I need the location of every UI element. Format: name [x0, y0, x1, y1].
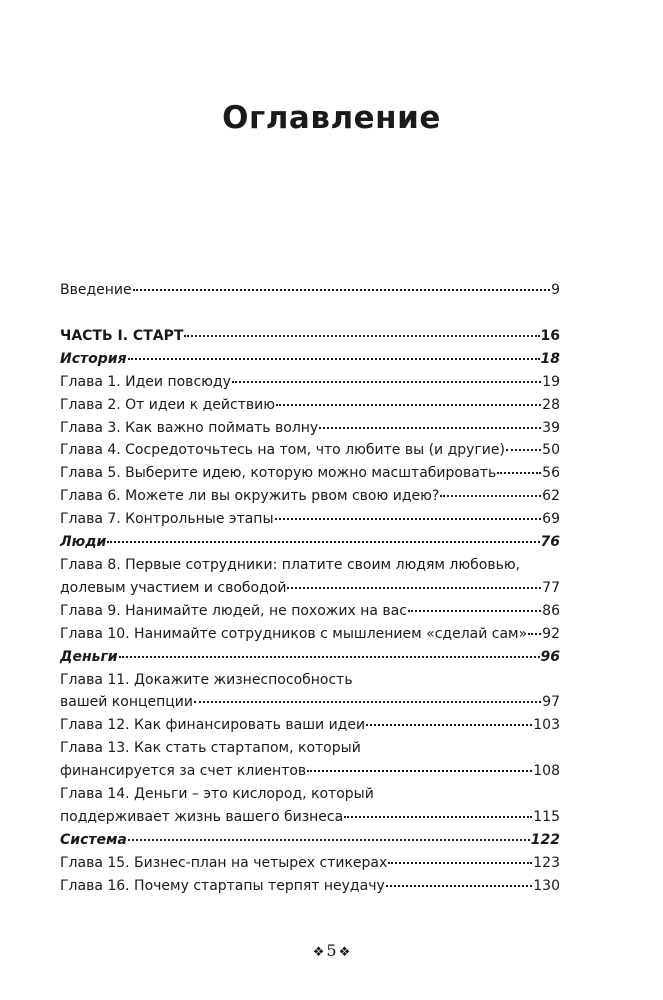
- toc-entry-label: долевым участием и свободой: [60, 579, 287, 596]
- toc-page-number: 92: [542, 625, 560, 642]
- toc-entry-label: финансируется за счет клиентов: [60, 763, 307, 780]
- toc-entry-label: поддерживает жизнь вашего бизнеса: [60, 808, 344, 825]
- toc-page-number: 115: [533, 808, 560, 825]
- toc-entry-ch5[interactable]: [60, 462, 560, 485]
- toc-page-number: 96: [540, 648, 560, 665]
- dot-leader: [506, 449, 541, 451]
- dot-leader: [184, 335, 539, 337]
- toc-entry-label: Глава 15. Бизнес-план на четырех стикерах: [60, 854, 388, 871]
- dot-leader: [344, 816, 532, 818]
- spacer: [60, 302, 560, 325]
- dot-leader: [287, 587, 541, 589]
- toc-entry-ch7[interactable]: [60, 508, 560, 531]
- toc-entry-label: Глава 7. Контрольные этапы: [60, 511, 274, 528]
- ornament-icon: ❖: [338, 945, 351, 960]
- table-of-contents: [60, 279, 560, 898]
- toc-entry-label: Глава 10. Нанимайте сотрудников с мышлением «сделай сам»: [60, 625, 528, 642]
- toc-entry-label: Деньги: [60, 648, 118, 665]
- toc-entry-label: Глава 2. От идеи к действию: [60, 396, 276, 413]
- toc-page-number: 122: [530, 831, 560, 848]
- toc-entry-label: Введение: [60, 282, 132, 298]
- toc-entry-ch10[interactable]: [60, 623, 560, 646]
- toc-entry-ch16[interactable]: [60, 875, 560, 898]
- dot-leader: [232, 381, 541, 383]
- dot-leader: [276, 404, 541, 406]
- toc-entry-label: Глава 3. Как важно поймать волну: [60, 419, 319, 436]
- toc-page-number: 50: [542, 442, 560, 459]
- toc-page-number: 108: [533, 763, 560, 780]
- toc-page-number: 123: [533, 854, 560, 871]
- dot-leader: [319, 427, 541, 429]
- toc-entry-ch1[interactable]: [60, 371, 560, 394]
- toc-entry-label: Глава 5. Выберите идею, которую можно масштабировать: [60, 465, 497, 482]
- toc-section-people[interactable]: [60, 531, 560, 554]
- ornament-icon: ❖: [312, 945, 325, 960]
- toc-entry-ch3[interactable]: [60, 417, 560, 440]
- toc-page-number: 69: [542, 511, 560, 528]
- toc-entry-label: Глава 12. Как финансировать ваши идеи: [60, 717, 366, 734]
- dot-leader: [386, 885, 533, 887]
- toc-page-number: 97: [542, 694, 560, 711]
- toc-page-number: 62: [542, 488, 560, 505]
- dot-leader: [307, 770, 532, 772]
- toc-entry-label: Глава 6. Можете ли вы окружить рвом свою идею?: [60, 488, 440, 505]
- toc-entry-ch11[interactable]: [60, 691, 560, 714]
- dot-leader: [497, 472, 541, 474]
- dot-leader: [133, 289, 550, 291]
- toc-entry-label: Люди: [60, 534, 107, 551]
- toc-entry-ch13[interactable]: [60, 760, 560, 783]
- toc-entry-ch13-line1[interactable]: Глава 13. Как стать стартапом, который: [60, 740, 361, 757]
- toc-entry-ch14-line1[interactable]: Глава 14. Деньги – это кислород, который: [60, 786, 374, 803]
- toc-entry-ch6[interactable]: [60, 485, 560, 508]
- toc-page-number: 86: [542, 602, 560, 619]
- toc-section-history[interactable]: [60, 348, 560, 371]
- toc-page-number: 16: [540, 327, 560, 344]
- toc-page-number: 77: [542, 579, 560, 596]
- dot-leader: [388, 862, 532, 864]
- toc-entry-ch4[interactable]: [60, 439, 560, 462]
- toc-page-number: 9: [551, 282, 560, 298]
- dot-leader: [107, 541, 539, 543]
- toc-entry-label: Глава 9. Нанимайте людей, не похожих на вас: [60, 602, 407, 619]
- dot-leader: [366, 724, 532, 726]
- toc-entry-ch9[interactable]: [60, 600, 560, 623]
- dot-leader: [128, 839, 530, 841]
- toc-entry-label: вашей концепции: [60, 694, 193, 711]
- toc-entry-ch8[interactable]: [60, 577, 560, 600]
- toc-page-number: 18: [540, 350, 560, 367]
- toc-page-number: 28: [542, 396, 560, 413]
- dot-leader: [194, 701, 541, 703]
- dot-leader: [440, 495, 541, 497]
- toc-entry-label: Глава 16. Почему стартапы терпят неудачу: [60, 877, 385, 894]
- toc-section-money[interactable]: [60, 646, 560, 669]
- toc-entry-label: ЧАСТЬ I. СТАРТ: [60, 327, 184, 344]
- toc-entry-label: Система: [60, 831, 127, 848]
- toc-part-1[interactable]: [60, 325, 560, 348]
- toc-page-number: 39: [542, 419, 560, 436]
- toc-entry-ch8-line1[interactable]: Глава 8. Первые сотрудники: платите своим людям любовью,: [60, 556, 521, 573]
- page-title: Оглавление: [222, 100, 441, 136]
- toc-entry-ch12[interactable]: [60, 714, 560, 737]
- toc-page-number: 19: [542, 373, 560, 390]
- toc-section-system[interactable]: [60, 829, 560, 852]
- toc-page-number: 76: [540, 534, 560, 551]
- dot-leader: [528, 633, 541, 635]
- dot-leader: [128, 358, 540, 360]
- toc-entry-label: История: [60, 350, 127, 367]
- dot-leader: [119, 656, 540, 658]
- toc-entry-label: Глава 1. Идеи повсюду: [60, 373, 231, 390]
- toc-entry-intro[interactable]: [60, 279, 560, 302]
- dot-leader: [275, 518, 542, 520]
- toc-entry-ch15[interactable]: [60, 852, 560, 875]
- toc-page-number: 103: [533, 717, 560, 734]
- dot-leader: [408, 610, 541, 612]
- page-number: 5: [326, 941, 337, 960]
- toc-entry-ch14[interactable]: [60, 806, 560, 829]
- toc-entry-ch2[interactable]: [60, 394, 560, 417]
- toc-entry-ch11-line1[interactable]: Глава 11. Докажите жизнеспособность: [60, 671, 353, 688]
- page-folio: [0, 941, 663, 960]
- toc-entry-label: Глава 4. Сосредоточьтесь на том, что любите вы (и другие): [60, 442, 505, 459]
- toc-page-number: 130: [533, 877, 560, 894]
- toc-page-number: 56: [542, 465, 560, 482]
